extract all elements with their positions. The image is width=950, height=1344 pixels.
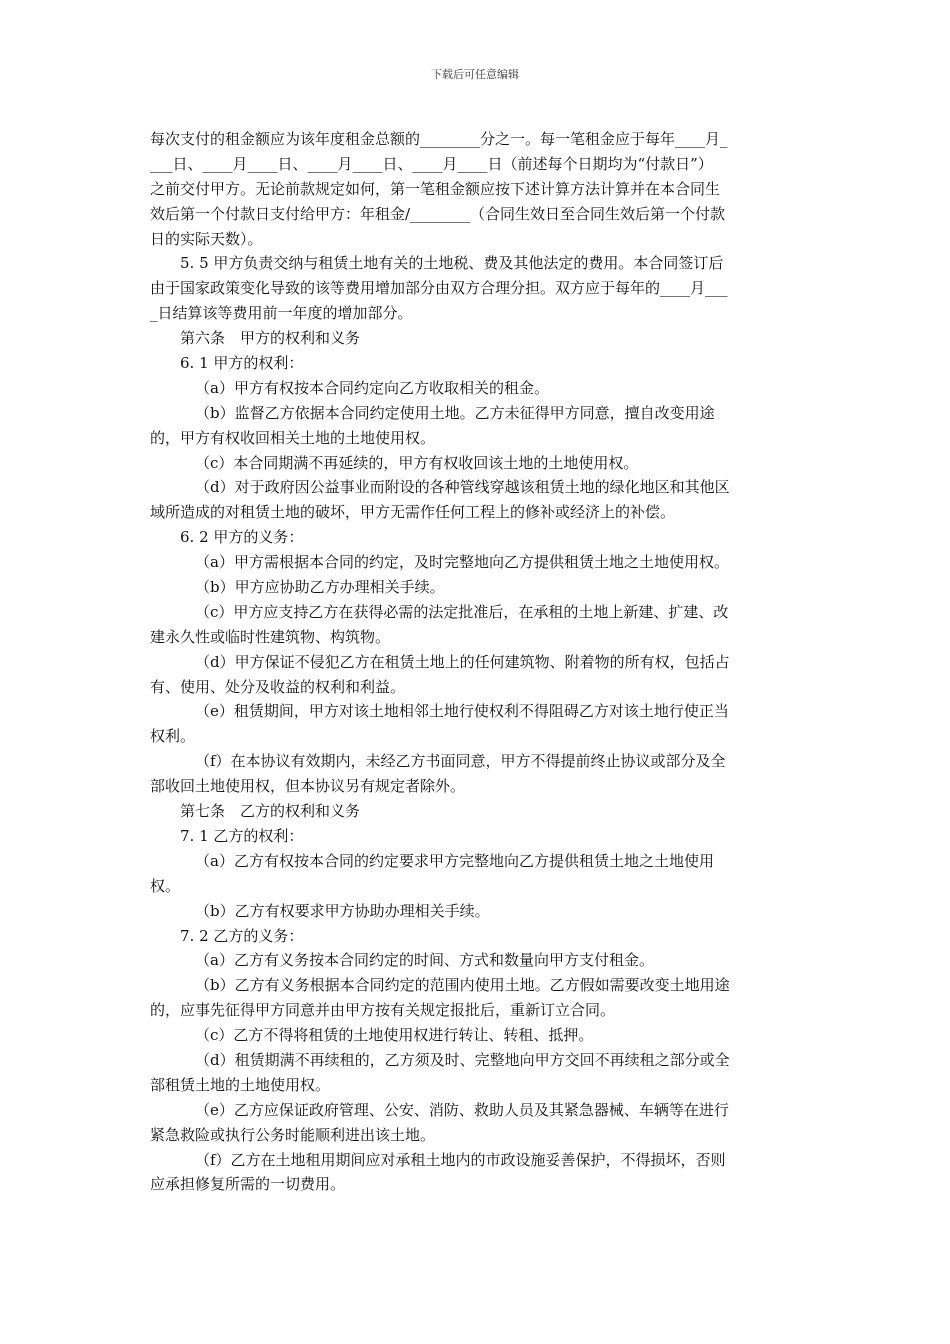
text-line: 权利。 — [150, 727, 196, 746]
text-line: 权。 — [150, 876, 181, 895]
text-line: （a）乙方有权按本合同的约定要求甲方完整地向乙方提供租赁土地之土地使用 — [195, 851, 714, 870]
text-line: 第六条 甲方的权利和义务 — [180, 329, 361, 348]
document-body — [150, 127, 790, 1197]
text-line: （a）乙方有义务按本合同约定的时间、方式和数量向甲方支付租金。 — [195, 951, 654, 970]
text-line: （b）乙方有权要求甲方协助办理相关手续。 — [195, 901, 490, 920]
text-line: 的，应事先征得甲方同意并由甲方按有关规定报批后，重新订立合同。 — [150, 1001, 616, 1020]
text-line: 建永久性或临时性建筑物、构筑物。 — [150, 627, 391, 646]
text-line: （d）甲方保证不侵犯乙方在租赁土地上的任何建筑物、附着物的所有权，包括占 — [195, 652, 730, 671]
text-line: 7. 1 乙方的权利： — [180, 826, 304, 845]
text-line: （e）租赁期间，甲方对该土地相邻土地行使权利不得阻碍乙方对该土地行使正当 — [195, 702, 729, 721]
text-line: （a）甲方有权按本合同约定向乙方收取相关的租金。 — [195, 378, 549, 397]
text-line: 部收回土地使用权，但本协议另有规定者除外。 — [150, 777, 466, 796]
text-line: （b）甲方应协助乙方办理相关手续。 — [195, 578, 445, 597]
text-line: （c）乙方不得将租赁的土地使用权进行转让、转租、抵押。 — [195, 1026, 594, 1045]
text-line: （d）对于政府因公益事业而附设的各种管线穿越该租赁土地的绿化地区和其他区 — [195, 478, 730, 497]
text-line: （c）甲方应支持乙方在获得必需的法定批准后，在承租的土地上新建、扩建、改 — [195, 602, 729, 621]
text-line: （f）乙方在土地租用期间应对承租土地内的市政设施妥善保护，不得损坏，否则 — [195, 1150, 726, 1169]
page-header: 下载后可任意编辑 — [431, 68, 519, 81]
text-line: 6. 2 甲方的义务： — [180, 528, 304, 547]
text-line: 之前交付甲方。无论前款规定如何，第一笔租金额应按下述计算方法计算并在本合同生 — [150, 179, 721, 198]
text-line: ___日、____月____日、____月____日、____月____日（前述每个日期均为“付款日”） — [150, 154, 713, 173]
text-line: 有、使用、处分及收益的权利和利益。 — [150, 677, 406, 696]
text-line: （d）租赁期满不再续租的，乙方须及时、完整地向甲方交回不再续租之部分或全 — [195, 1050, 730, 1069]
text-line: 效后第一个付款日支付给甲方：年租金/________（合同生效日至合同生效后第一个付款 — [150, 204, 726, 223]
text-line: 应承担修复所需的一切费用。 — [150, 1175, 346, 1194]
text-line: 第七条 乙方的权利和义务 — [180, 802, 361, 821]
text-line: （e）乙方应保证政府管理、公安、消防、救助人员及其紧急器械、车辆等在进行 — [195, 1100, 729, 1119]
text-line: （b）乙方有义务根据本合同约定的范围内使用土地。乙方假如需要改变土地用途 — [195, 976, 730, 995]
text-line: 日的实际天数）。 — [150, 229, 263, 248]
text-line: 5. 5 甲方负责交纳与租赁土地有关的土地税、费及其他法定的费用。本合同签订后 — [180, 254, 724, 273]
text-line: 由于国家政策变化导致的该等费用增加部分由双方合理分担。双方应于每年的____月___ — [150, 279, 728, 298]
text-line: （a）甲方需根据本合同的约定，及时完整地向乙方提供租赁土地之土地使用权。 — [195, 553, 729, 572]
text-line: _日结算该等费用前一年度的增加部分。 — [150, 304, 413, 323]
text-line: 域所造成的对租赁土地的破坏，甲方无需作任何工程上的修补或经济上的补偿。 — [150, 503, 676, 522]
text-line: （c）本合同期满不再延续的，甲方有权收回该土地的土地使用权。 — [195, 453, 639, 472]
text-line: 每次支付的租金额应为该年度租金总额的________分之一。每一笔租金应于每年____月_ — [150, 130, 728, 148]
text-line: 的，甲方有权收回相关土地的土地使用权。 — [150, 428, 436, 447]
text-line: 6. 1 甲方的权利： — [180, 354, 304, 373]
text-line: （b）监督乙方依据本合同约定使用土地。乙方未征得甲方同意，擅自改变用途 — [195, 403, 715, 422]
text-line: 部租赁土地的土地使用权。 — [150, 1075, 331, 1094]
text-line: 紧急救险或执行公务时能顺利进出该土地。 — [150, 1125, 436, 1144]
text-line: （f）在本协议有效期内，未经乙方书面同意，甲方不得提前终止协议或部分及全 — [195, 752, 726, 771]
text-line: 7. 2 乙方的义务： — [180, 926, 304, 945]
